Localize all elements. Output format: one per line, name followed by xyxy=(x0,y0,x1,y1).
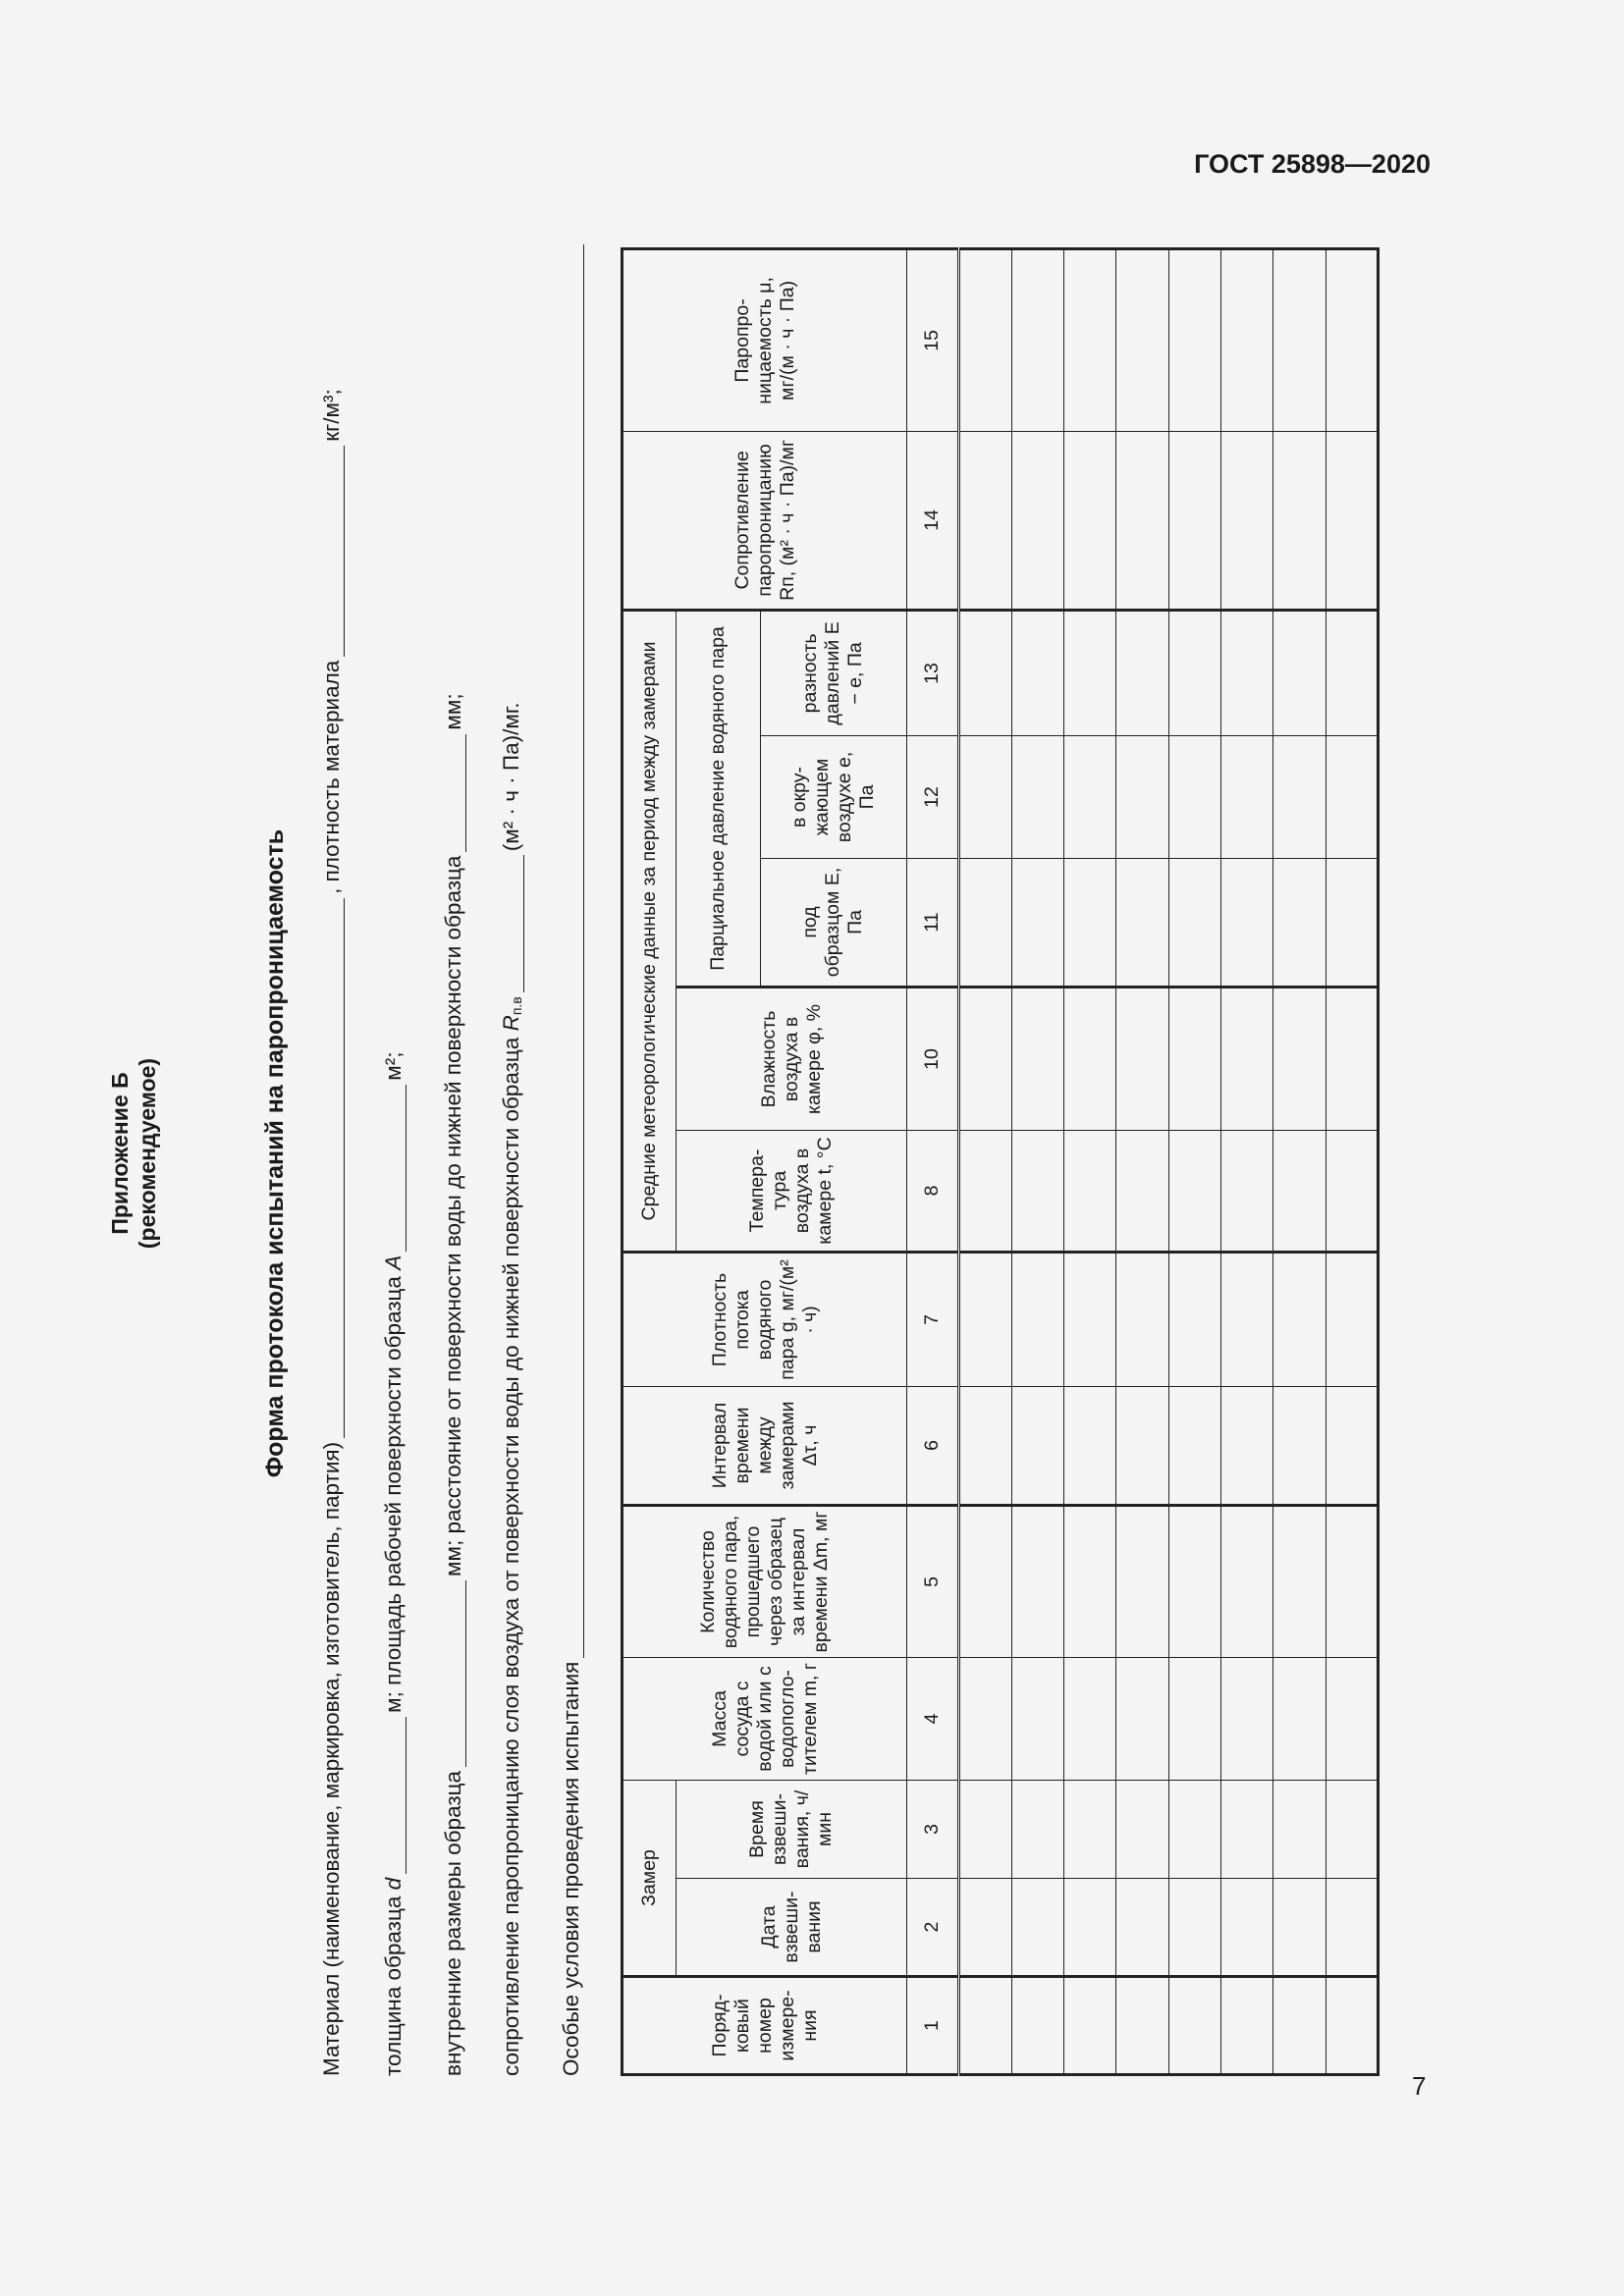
table-row xyxy=(1220,248,1272,2074)
table-cell[interactable] xyxy=(1064,1780,1116,1878)
table-cell[interactable] xyxy=(1168,248,1220,431)
table-cell[interactable] xyxy=(1273,431,1326,610)
table-cell[interactable] xyxy=(1168,987,1220,1130)
col-number: 5 xyxy=(907,1505,959,1657)
table-cell[interactable] xyxy=(1326,1130,1378,1252)
table-cell[interactable] xyxy=(1064,858,1116,987)
col-number: 2 xyxy=(907,1879,959,1977)
table-cell[interactable] xyxy=(1326,248,1378,431)
table-row xyxy=(959,248,1011,2074)
table-cell[interactable] xyxy=(1064,1977,1116,2075)
table-row xyxy=(1064,248,1116,2074)
col-number: 12 xyxy=(907,735,959,858)
table-cell[interactable] xyxy=(1220,1505,1272,1657)
thickness-blank xyxy=(388,1717,406,1874)
table-cell[interactable] xyxy=(959,1130,1011,1252)
distance-unit: мм; xyxy=(441,693,465,730)
table-cell[interactable] xyxy=(1064,1252,1116,1386)
col-number: 3 xyxy=(907,1780,959,1878)
table-row xyxy=(1326,248,1378,2074)
table-cell[interactable] xyxy=(1168,1977,1220,2075)
empty-rows xyxy=(959,248,1379,2074)
table-cell[interactable] xyxy=(1064,735,1116,858)
field-special xyxy=(559,240,584,2076)
resistance-label: сопротивление паропроницанию слоя воздуха от поверхности воды до нижней поверхности образца xyxy=(499,1037,523,2076)
field-thickness xyxy=(381,240,406,2076)
distance-blank xyxy=(448,734,466,852)
table-cell[interactable] xyxy=(1116,431,1168,610)
table-cell[interactable] xyxy=(959,858,1011,987)
table-cell[interactable] xyxy=(1116,1780,1168,1878)
table-cell[interactable] xyxy=(1273,987,1326,1130)
header-time: Время взвешивания, ч/мин xyxy=(677,1780,907,1878)
table-cell[interactable] xyxy=(1116,1130,1168,1252)
table-cell[interactable] xyxy=(1011,1505,1063,1657)
table-cell[interactable] xyxy=(1011,431,1063,610)
col-number: 6 xyxy=(907,1386,959,1505)
table-cell[interactable] xyxy=(1273,1977,1326,2075)
table-cell[interactable] xyxy=(1326,1252,1378,1386)
resistance-subscript: п.в xyxy=(509,996,524,1016)
header-qty: Количество водяного пара, прошедшего через образец за интервал времени Δm, мг xyxy=(623,1505,907,1657)
table-cell[interactable] xyxy=(1273,1252,1326,1386)
table-cell[interactable] xyxy=(1220,248,1272,431)
table-cell[interactable] xyxy=(1011,735,1063,858)
table-cell[interactable] xyxy=(1116,987,1168,1130)
table-row xyxy=(1273,248,1326,2074)
table-cell[interactable] xyxy=(959,987,1011,1130)
table-cell[interactable] xyxy=(1168,431,1220,610)
table-cell[interactable] xyxy=(1168,1780,1220,1878)
area-blank xyxy=(388,1085,406,1252)
table-cell[interactable] xyxy=(1220,610,1272,735)
table-cell[interactable] xyxy=(1273,1879,1326,1977)
table-cell[interactable] xyxy=(1064,1657,1116,1780)
appendix-title: Приложение Б xyxy=(107,1072,133,1235)
header-humid: Влажность воздуха в камере φ, % xyxy=(677,987,907,1130)
table-cell[interactable] xyxy=(1273,858,1326,987)
table-cell[interactable] xyxy=(1220,735,1272,858)
table-cell[interactable] xyxy=(1116,735,1168,858)
table-cell[interactable] xyxy=(1220,1130,1272,1252)
table-cell[interactable] xyxy=(1064,610,1116,735)
inner-dims-blank xyxy=(448,1580,466,1767)
col-number: 15 xyxy=(907,248,959,431)
table-cell[interactable] xyxy=(1011,987,1063,1130)
table-cell[interactable] xyxy=(959,610,1011,735)
resistance-unit: (м² · ч · Па)/мг. xyxy=(499,702,523,852)
table-cell[interactable] xyxy=(959,431,1011,610)
resistance-symbol: R xyxy=(499,1015,523,1032)
table-cell[interactable] xyxy=(1326,1657,1378,1780)
table-cell[interactable] xyxy=(959,1505,1011,1657)
table-cell[interactable] xyxy=(1064,1386,1116,1505)
table-cell[interactable] xyxy=(1220,858,1272,987)
table-cell[interactable] xyxy=(1273,1386,1326,1505)
header-interval: Интервал времени между замерами Δτ, ч xyxy=(623,1386,907,1505)
table-cell[interactable] xyxy=(959,1780,1011,1878)
table-cell[interactable] xyxy=(1326,858,1378,987)
table-cell[interactable] xyxy=(1273,1657,1326,1780)
field-resistance xyxy=(499,240,524,2076)
table-cell[interactable] xyxy=(1116,858,1168,987)
table-cell[interactable] xyxy=(1116,610,1168,735)
table-cell[interactable] xyxy=(1116,1879,1168,1977)
table-cell[interactable] xyxy=(1116,1386,1168,1505)
table-cell[interactable] xyxy=(1011,1657,1063,1780)
area-symbol: A xyxy=(381,1255,406,1270)
col-number: 7 xyxy=(907,1252,959,1386)
density-blank xyxy=(326,446,345,657)
table-cell[interactable] xyxy=(1168,735,1220,858)
table-cell[interactable] xyxy=(1011,1977,1063,2075)
table-cell[interactable] xyxy=(1273,610,1326,735)
table-cell[interactable] xyxy=(1273,248,1326,431)
table-cell[interactable] xyxy=(1273,1505,1326,1657)
table-cell[interactable] xyxy=(1011,1252,1063,1386)
table-cell[interactable] xyxy=(1168,1657,1220,1780)
table-cell[interactable] xyxy=(1011,858,1063,987)
col-number: 11 xyxy=(907,858,959,987)
table-cell[interactable] xyxy=(959,735,1011,858)
table-cell[interactable] xyxy=(959,1252,1011,1386)
col-number: 13 xyxy=(907,610,959,735)
table-cell[interactable] xyxy=(1011,248,1063,431)
special-blank xyxy=(566,244,584,1658)
table-cell[interactable] xyxy=(1220,1780,1272,1878)
table-cell[interactable] xyxy=(959,1977,1011,2075)
table-row xyxy=(1168,248,1220,2074)
table-cell[interactable] xyxy=(1116,1252,1168,1386)
table-cell[interactable] xyxy=(1011,610,1063,735)
rotated-form xyxy=(106,231,1373,2076)
table-cell[interactable] xyxy=(1064,248,1116,431)
table-cell[interactable] xyxy=(959,248,1011,431)
table-cell[interactable] xyxy=(1326,735,1378,858)
table-cell[interactable] xyxy=(1064,1879,1116,1977)
table-cell[interactable] xyxy=(1168,1386,1220,1505)
material-blank xyxy=(326,898,345,1438)
density-label: , плотность материала xyxy=(319,660,344,894)
header-partial: Парциальное давление водяного пара xyxy=(677,610,760,987)
table-cell[interactable] xyxy=(1326,1780,1378,1878)
table-cell[interactable] xyxy=(1116,1505,1168,1657)
table-cell[interactable] xyxy=(959,1386,1011,1505)
table-cell[interactable] xyxy=(1168,610,1220,735)
table-cell[interactable] xyxy=(1220,431,1272,610)
appendix-heading xyxy=(106,231,161,2076)
col-number: 8 xyxy=(907,1130,959,1252)
header-temp: Температура воздуха в камере t, °С xyxy=(677,1130,907,1252)
table-cell[interactable] xyxy=(1064,987,1116,1130)
table-cell[interactable] xyxy=(1273,1780,1326,1878)
table-cell[interactable] xyxy=(1326,431,1378,610)
field-material xyxy=(319,240,345,2076)
header-zamer: Замер xyxy=(623,1780,677,1976)
field-inner-dims xyxy=(441,240,466,2076)
resistance-blank xyxy=(506,855,524,992)
inner-dims-unit: мм; расстояние от поверхности воды до нижней поверхности образца xyxy=(441,855,465,1576)
table-cell[interactable] xyxy=(1273,1130,1326,1252)
form-title: Форма протокола испытаний на паропроницаемость xyxy=(261,828,289,1478)
col-number: 1 xyxy=(907,1977,959,2075)
thickness-label: толщина образца xyxy=(381,1896,406,2076)
inner-dims-label: внутренние размеры образца xyxy=(441,1770,465,2076)
table-row xyxy=(1116,248,1168,2074)
density-unit: кг/м³; xyxy=(319,389,344,442)
table-cell[interactable] xyxy=(959,1657,1011,1780)
thickness-symbol: d xyxy=(381,1877,406,1891)
table-cell[interactable] xyxy=(1064,431,1116,610)
table-cell[interactable] xyxy=(1116,248,1168,431)
col-number: 14 xyxy=(907,431,959,610)
thickness-unit: м; площадь рабочей поверхности образца xyxy=(381,1276,406,1713)
special-label: Особые условия проведения испытания xyxy=(559,1661,583,2076)
table-cell[interactable] xyxy=(1326,1386,1378,1505)
table-cell[interactable] xyxy=(1220,1977,1272,2075)
material-label: Материал (наименование, маркировка, изготовитель, партия) xyxy=(319,1441,344,2076)
header-diff: разность давлений E − e, Па xyxy=(760,610,906,735)
area-unit: м²; xyxy=(381,1051,406,1081)
table-cell[interactable] xyxy=(1011,1386,1063,1505)
protocol-table xyxy=(621,247,1380,2076)
table-cell[interactable] xyxy=(1326,1505,1378,1657)
table-cell[interactable] xyxy=(1220,1879,1272,1977)
header-mass: Масса сосуда с водой или с водопоглотителем m, г xyxy=(623,1657,907,1780)
table-cell[interactable] xyxy=(1064,1505,1116,1657)
header-order: Порядковый номер измерения xyxy=(623,1977,907,2075)
table-cell[interactable] xyxy=(1116,1657,1168,1780)
table-cell[interactable] xyxy=(1220,1657,1272,1780)
header-meteo: Средние метеорологические данные за период между замерами xyxy=(623,610,677,1252)
table-cell[interactable] xyxy=(1011,1130,1063,1252)
table-cell[interactable] xyxy=(1220,1386,1272,1505)
header-date: Дата взвешивания xyxy=(677,1879,907,1977)
header-under: под образцом E, Па xyxy=(760,858,906,987)
col-number: 10 xyxy=(907,987,959,1130)
page-number: 7 xyxy=(1412,2071,1427,2101)
table-cell[interactable] xyxy=(1220,1252,1272,1386)
standard-code: ГОСТ 25898—2020 xyxy=(1194,149,1431,179)
table-cell[interactable] xyxy=(1326,987,1378,1130)
table-row xyxy=(1011,248,1063,2074)
header-resist: Сопротивление паропроницанию Rп, (м² · ч · Па)/мг xyxy=(623,431,907,610)
table-cell[interactable] xyxy=(1273,735,1326,858)
header-perm: Паропроницаемость μ, мг/(м · ч · Па) xyxy=(623,248,907,431)
header-ambient: в окружающем воздухе e, Па xyxy=(760,735,906,858)
table-cell[interactable] xyxy=(1326,1977,1378,2075)
table-cell[interactable] xyxy=(1011,1780,1063,1878)
appendix-subtitle: (рекомендуемое) xyxy=(135,1057,160,1250)
table-cell[interactable] xyxy=(1168,1505,1220,1657)
table-cell[interactable] xyxy=(1011,1879,1063,1977)
table-cell[interactable] xyxy=(1168,1130,1220,1252)
table-cell[interactable] xyxy=(1168,1879,1220,1977)
table-cell[interactable] xyxy=(1326,610,1378,735)
table-cell[interactable] xyxy=(1326,1879,1378,1977)
table-cell[interactable] xyxy=(1064,1130,1116,1252)
col-number: 4 xyxy=(907,1657,959,1780)
table-cell[interactable] xyxy=(1116,1977,1168,2075)
table-cell[interactable] xyxy=(1168,1252,1220,1386)
table-cell[interactable] xyxy=(1220,987,1272,1130)
header-density: Плотность потока водяного пара g, мг/(м² · ч) xyxy=(623,1252,907,1386)
table-cell[interactable] xyxy=(1168,858,1220,987)
table-cell[interactable] xyxy=(959,1879,1011,1977)
